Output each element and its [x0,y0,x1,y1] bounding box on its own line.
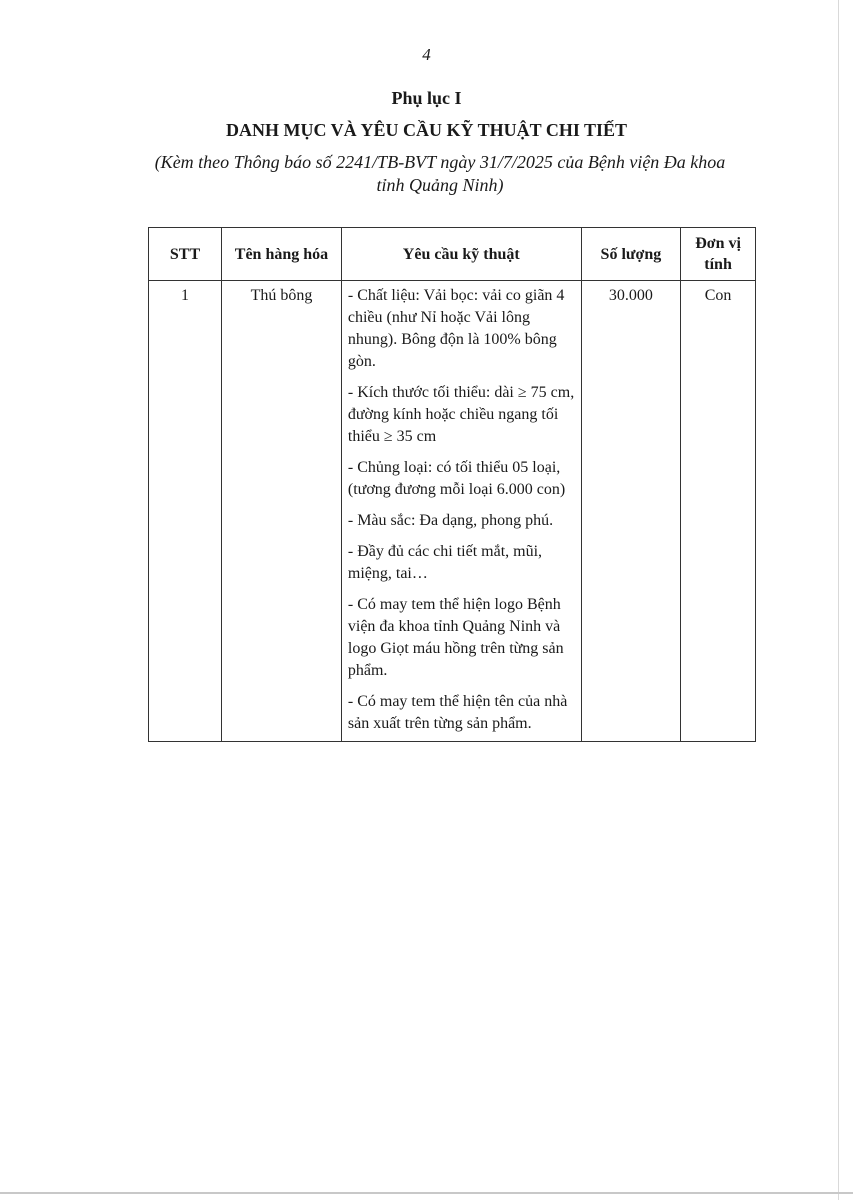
header-name: Tên hàng hóa [222,228,342,281]
header-quantity: Số lượng [581,228,681,281]
scan-edge-line [838,0,839,1200]
subtitle-line-2: tỉnh Quảng Ninh) [376,175,504,195]
requirement-item: - Đầy đủ các chi tiết mắt, mũi, miệng, tai… [347,543,543,582]
table-row [149,281,756,742]
cell-name: Thú bông [222,281,342,742]
requirement-item: - Màu sắc: Đa dạng, phong phú. [347,512,554,529]
cell-stt: 1 [149,281,222,742]
cell-unit: Con [681,281,756,742]
spec-table [148,227,756,742]
header-requirements: Yêu cầu kỹ thuật [341,228,581,281]
requirement-item: - Có may tem thể hiện logo Bệnh viện đa khoa tỉnh Quảng Ninh và logo Giọt máu hồng trên từng sản phẩm. [347,596,564,679]
subtitle-line-1: (Kèm theo Thông báo số 2241/TB-BVT ngày 31/7/2025 của Bệnh viện Đa khoa [154,152,726,172]
subtitle [140,151,740,197]
header-unit: Đơn vị tính [681,228,756,281]
scan-bottom-line [0,1192,853,1194]
requirement-item: - Chủng loại: có tối thiểu 05 loại, (tương đương mỗi loại 6.000 con) [347,459,566,498]
requirement-item: - Chất liệu: Vải bọc: vải co giãn 4 chiều (như Nỉ hoặc Vải lông nhung). Bông độn là 100% bông gòn. [347,287,565,370]
page-number: 4 [422,45,431,64]
requirement-item: - Có may tem thể hiện tên của nhà sản xuất trên từng sản phẩm. [347,693,568,732]
cell-requirements [341,281,581,742]
header-stt: STT [149,228,222,281]
requirement-item: - Kích thước tối thiểu: dài ≥ 75 cm, đường kính hoặc chiều ngang tối thiểu ≥ 35 cm [347,384,575,445]
main-title: DANH MỤC VÀ YÊU CẦU KỸ THUẬT CHI TIẾT [225,120,628,140]
cell-quantity: 30.000 [581,281,681,742]
appendix-title: Phụ lục I [391,88,462,108]
table-header-row [149,228,756,281]
